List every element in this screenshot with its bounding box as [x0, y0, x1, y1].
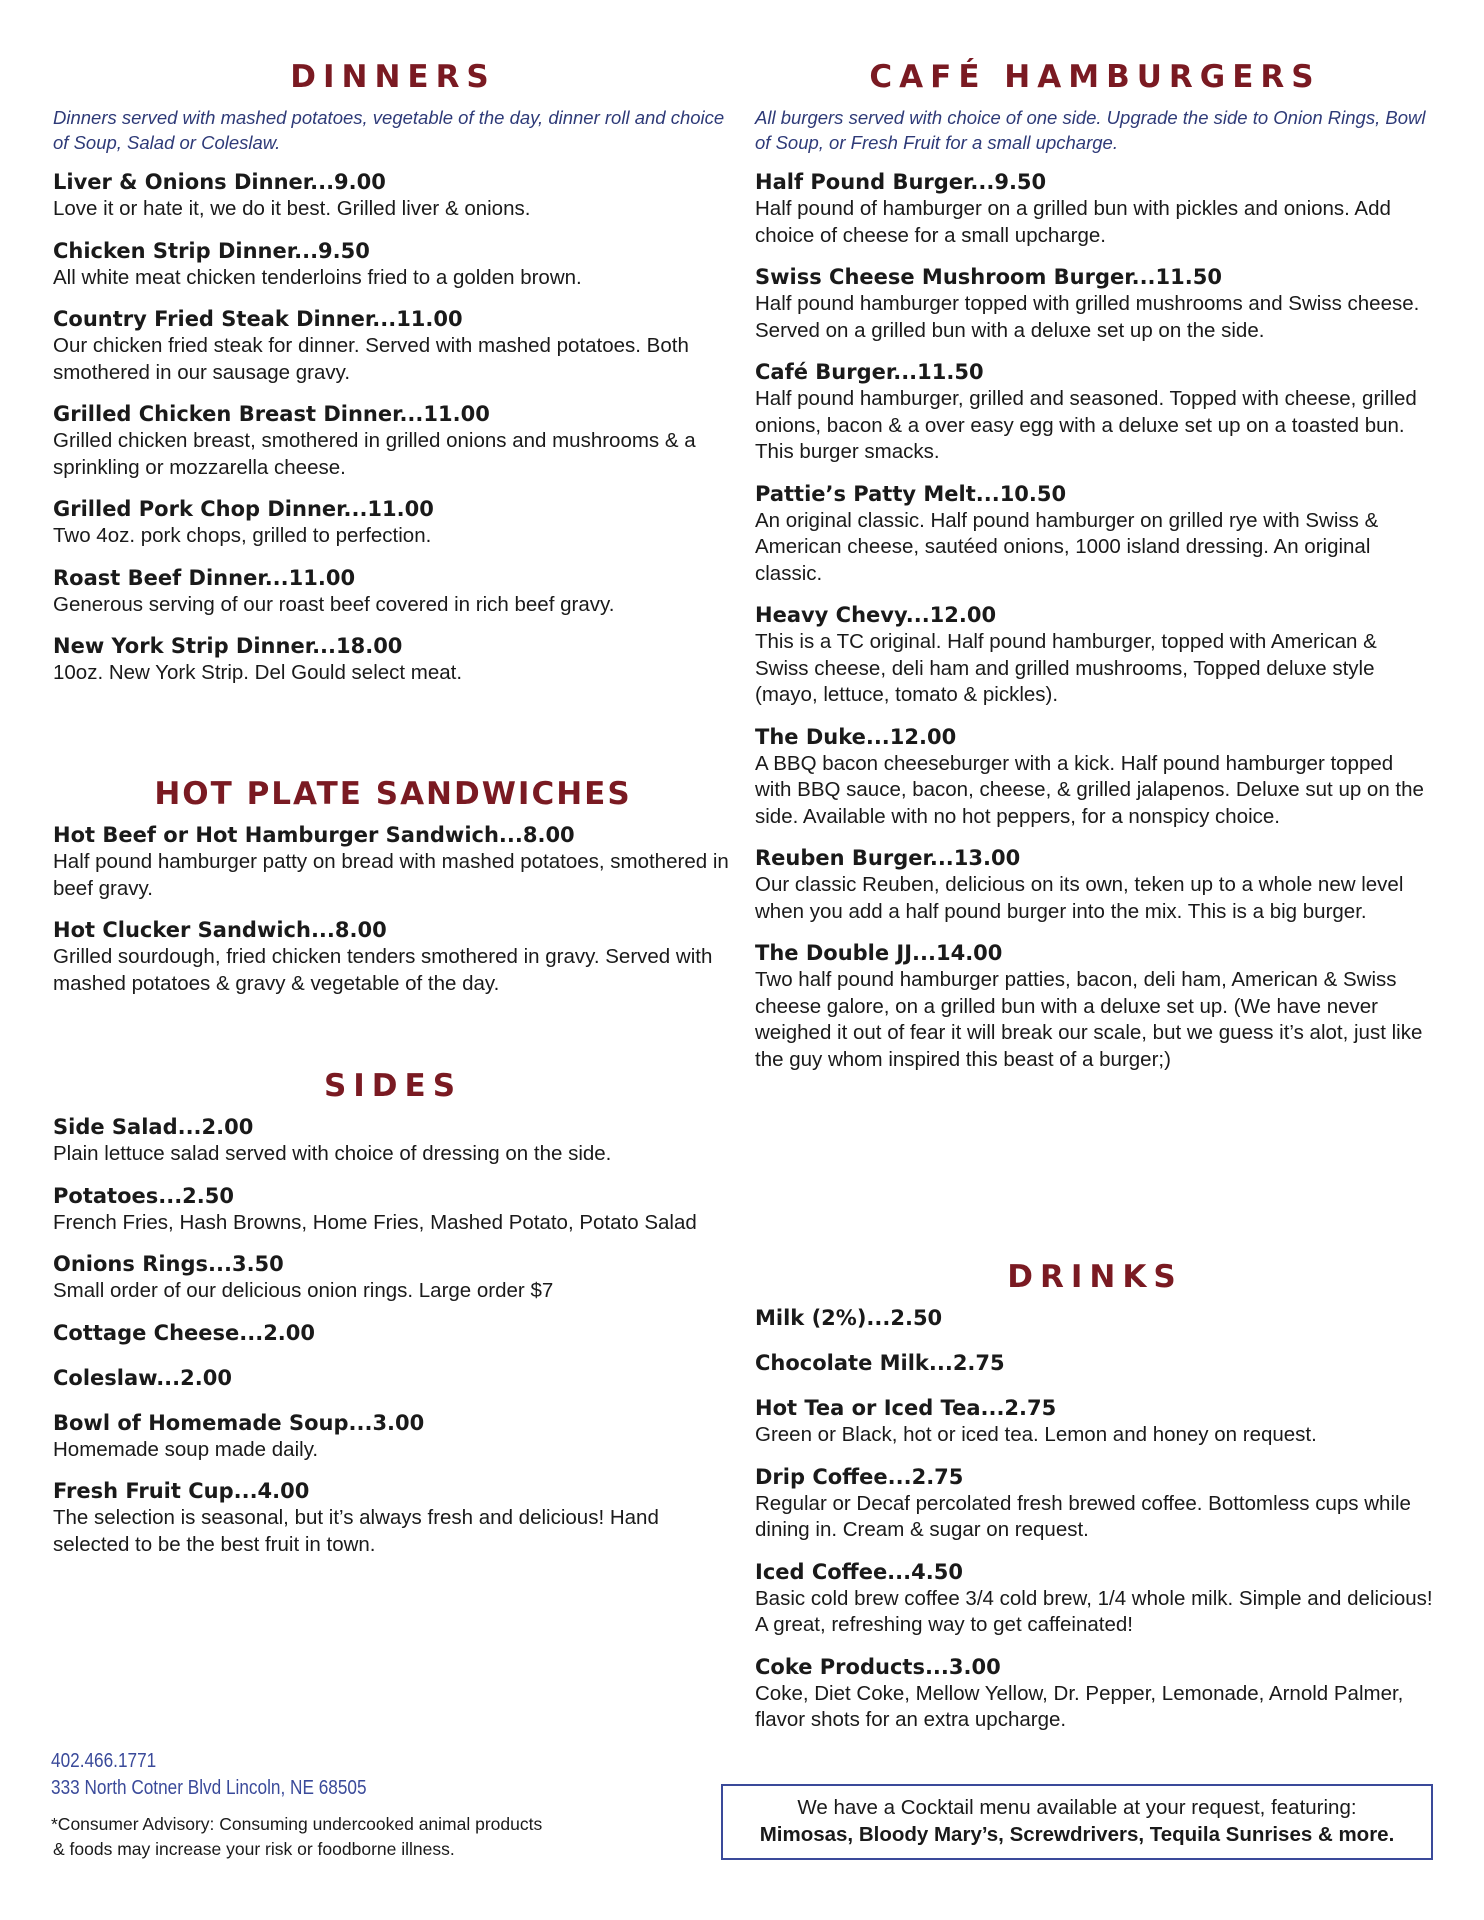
item-name: Liver & Onions Dinner...9.00 — [53, 170, 386, 194]
item-name: Side Salad...2.00 — [53, 1115, 254, 1139]
item-name: Coleslaw...2.00 — [53, 1365, 232, 1390]
menu-item — [755, 481, 1435, 588]
item-name: Bowl of Homemade Soup...3.00 — [53, 1410, 425, 1435]
item-description: All white meat chicken tenderloins fried to a golden brown. — [53, 265, 582, 289]
advisory-line-2: & foods may increase your risk or foodborne illness. — [53, 1839, 455, 1859]
item-description: Basic cold brew coffee 3/4 cold brew, 1/4 whole milk. Simple and delicious! A great, refreshing way to get caffeinated! — [755, 1586, 1433, 1636]
item-name: Potatoes...2.50 — [53, 1183, 234, 1208]
item-name: Cottage Cheese...2.00 — [53, 1320, 316, 1345]
item-description: Grilled sourdough, fried chicken tenders smothered in gravy. Served with mashed potatoes & gravy & vegetable of the day. — [53, 945, 713, 995]
item-description: Love it or hate it, we do it best. Grilled liver & onions. — [53, 197, 531, 220]
item-description: Half pound hamburger patty on bread with mashed potatoes, smothered in beef gravy. — [53, 850, 729, 900]
item-description: Regular or Decaf percolated fresh brewed coffee. Bottomless cups while dining in. Cream & sugar on request. — [755, 1491, 1411, 1541]
consumer-advisory — [51, 1812, 542, 1862]
item-description: Plain lettuce salad served with choice of dressing on the side. — [53, 1142, 612, 1165]
item-name: Iced Coffee...4.50 — [755, 1559, 963, 1584]
menu-item — [755, 845, 1435, 925]
item-description: Two 4oz. pork chops, grilled to perfection. — [53, 524, 432, 547]
item-description: This is a TC original. Half pound hamburger, topped with American & Swiss cheese, deli ham and grilled mushrooms, Topped deluxe style (mayo, lettuce, tomato & pickles). — [755, 630, 1377, 706]
item-name: Onions Rings...3.50 — [53, 1252, 284, 1276]
dinners-intro: Dinners served with mashed potatoes, vegetable of the day, dinner roll and choice of Soup, Salad or Coleslaw. — [53, 107, 725, 153]
menu-item — [755, 169, 1435, 249]
item-name: Hot Clucker Sandwich...8.00 — [53, 918, 387, 942]
item-name: Grilled Pork Chop Dinner...11.00 — [53, 497, 434, 521]
menu-item — [53, 565, 733, 619]
item-description: Half pound of hamburger on a grilled bun with pickles and onions. Add choice of cheese for a small upcharge. — [755, 197, 1391, 247]
item-name: Chocolate Milk...2.75 — [755, 1351, 1005, 1375]
item-name: New York Strip Dinner...18.00 — [53, 634, 403, 658]
item-name: Milk (2%)...2.50 — [755, 1306, 943, 1330]
menu-item — [755, 1464, 1435, 1544]
menu-item — [755, 359, 1435, 466]
item-name: Country Fried Steak Dinner...11.00 — [53, 307, 463, 331]
item-name: Heavy Chevy...12.00 — [755, 603, 997, 627]
item-name: Fresh Fruit Cup...4.00 — [53, 1479, 310, 1503]
item-name: Café Burger...11.50 — [755, 360, 984, 384]
item-description: Generous serving of our roast beef covered in rich beef gravy. — [53, 592, 615, 616]
item-description: Two half pound hamburger patties, bacon, deli ham, American & Swiss cheese galore, on a grilled bun with a deluxe set up. (We have never weighed it out of fear it will break our scale, but we guess it’s alot, just like the guy whom inspired this beast of a burger;) — [755, 968, 1423, 1071]
item-name: Roast Beef Dinner...11.00 — [53, 565, 356, 590]
menu-item — [755, 1395, 1435, 1449]
item-name: Half Pound Burger...9.50 — [755, 170, 1047, 194]
hot-plate-title: HOT PLATE SANDWICHES — [154, 776, 632, 812]
menu-item — [53, 1114, 733, 1168]
item-description: A BBQ bacon cheeseburger with a kick. Half pound hamburger topped with BBQ sauce, bacon, cheese, & grilled jalapenos. Deluxe sut up on the side. Available with no hot peppers, for a nonspicy choice. — [755, 751, 1424, 828]
dinners-title: DINNERS — [290, 59, 496, 95]
menu-item — [53, 401, 733, 481]
item-name: Hot Beef or Hot Hamburger Sandwich...8.00 — [53, 823, 575, 847]
cocktail-notice — [721, 1784, 1433, 1860]
sides-title: SIDES — [323, 1068, 463, 1104]
item-name: Chicken Strip Dinner...9.50 — [53, 238, 370, 263]
menu-item — [53, 822, 733, 902]
menu-item — [755, 1305, 1435, 1332]
menu-item — [755, 1559, 1435, 1639]
phone-number: 402.466.1771 — [51, 1750, 157, 1772]
menu-item — [53, 917, 733, 997]
item-description: Homemade soup made daily. — [53, 1437, 319, 1461]
burgers-intro: All burgers served with choice of one side. Upgrade the side to Onion Rings, Bowl of Soup, or Fresh Fruit for a small upcharge. — [755, 107, 1426, 153]
menu-item — [53, 1183, 733, 1237]
item-description: Coke, Diet Coke, Mellow Yellow, Dr. Pepper, Lemonade, Arnold Palmer, flavor shots for an extra upcharge. — [755, 1681, 1404, 1731]
menu-item — [755, 602, 1435, 709]
menu-item — [53, 1478, 733, 1558]
menu-item — [755, 1654, 1435, 1734]
menu-item — [53, 169, 733, 223]
item-name: Hot Tea or Iced Tea...2.75 — [755, 1396, 1057, 1420]
contact-info — [51, 1748, 367, 1802]
menu-item — [53, 1251, 733, 1305]
menu-item — [755, 724, 1435, 831]
dinners-section — [53, 59, 733, 702]
cocktail-line-2: Mimosas, Bloody Mary’s, Screwdrivers, Tequila Sunrises & more. — [759, 1823, 1395, 1846]
item-description: 10oz. New York Strip. Del Gould select meat. — [53, 661, 463, 684]
item-description: Our chicken fried steak for dinner. Served with mashed potatoes. Both smothered in our sausage gravy. — [53, 334, 689, 384]
address: 333 North Cotner Blvd Lincoln, NE 68505 — [51, 1777, 367, 1799]
sides-section — [53, 1068, 733, 1573]
menu-item — [53, 633, 733, 687]
drinks-title: DRINKS — [1007, 1259, 1183, 1295]
item-description: Half pound hamburger topped with grilled mushrooms and Swiss cheese. Served on a grilled bun with a deluxe set up on the side. — [755, 292, 1420, 342]
drinks-section — [755, 1259, 1435, 1749]
menu-item — [53, 1320, 733, 1347]
item-name: Drip Coffee...2.75 — [755, 1464, 964, 1489]
item-description: Grilled chicken breast, smothered in grilled onions and mushrooms & a sprinkling or mozzarella cheese. — [53, 429, 696, 479]
menu-item — [53, 1410, 733, 1464]
item-name: Reuben Burger...13.00 — [755, 846, 1021, 870]
item-name: Pattie’s Patty Melt...10.50 — [755, 481, 1067, 506]
item-description: Half pound hamburger, grilled and seasoned. Topped with cheese, grilled onions, bacon & a over easy egg with a deluxe set up on a toasted bun. This burger smacks. — [755, 387, 1417, 463]
menu-item — [53, 496, 733, 550]
hot-plate-section — [53, 776, 733, 1012]
menu-item — [53, 306, 733, 386]
item-description: French Fries, Hash Browns, Home Fries, Mashed Potato, Potato Salad — [53, 1210, 697, 1234]
item-description: Our classic Reuben, delicious on its own, teken up to a whole new level when you add a half pound burger into the mix. This is a big burger. — [755, 873, 1404, 923]
item-name: Coke Products...3.00 — [755, 1654, 1001, 1679]
burgers-section — [755, 59, 1435, 1088]
item-name: The Duke...12.00 — [755, 724, 957, 749]
cocktail-line-1: We have a Cocktail menu available at your request, featuring: — [797, 1796, 1357, 1819]
menu-item — [53, 238, 733, 292]
item-name: The Double JJ...14.00 — [755, 941, 1003, 965]
item-description: The selection is seasonal, but it’s always fresh and delicious! Hand selected to be the best fruit in town. — [53, 1506, 659, 1556]
menu-item — [755, 1350, 1435, 1377]
item-description: Small order of our delicious onion rings. Large order $7 — [53, 1279, 554, 1302]
menu-item — [755, 264, 1435, 344]
item-description: Green or Black, hot or iced tea. Lemon and honey on request. — [755, 1423, 1317, 1446]
item-name: Grilled Chicken Breast Dinner...11.00 — [53, 402, 490, 426]
burgers-title: CAFÉ HAMBURGERS — [869, 59, 1321, 95]
advisory-line-1: *Consumer Advisory: Consuming undercooked animal products — [51, 1814, 543, 1834]
item-name: Swiss Cheese Mushroom Burger...11.50 — [755, 265, 1222, 289]
menu-item — [53, 1365, 733, 1392]
item-description: An original classic. Half pound hamburger on grilled rye with Swiss & American cheese, sautéed onions, 1000 island dressing. An original classic. — [755, 508, 1379, 585]
menu-item — [755, 940, 1435, 1073]
